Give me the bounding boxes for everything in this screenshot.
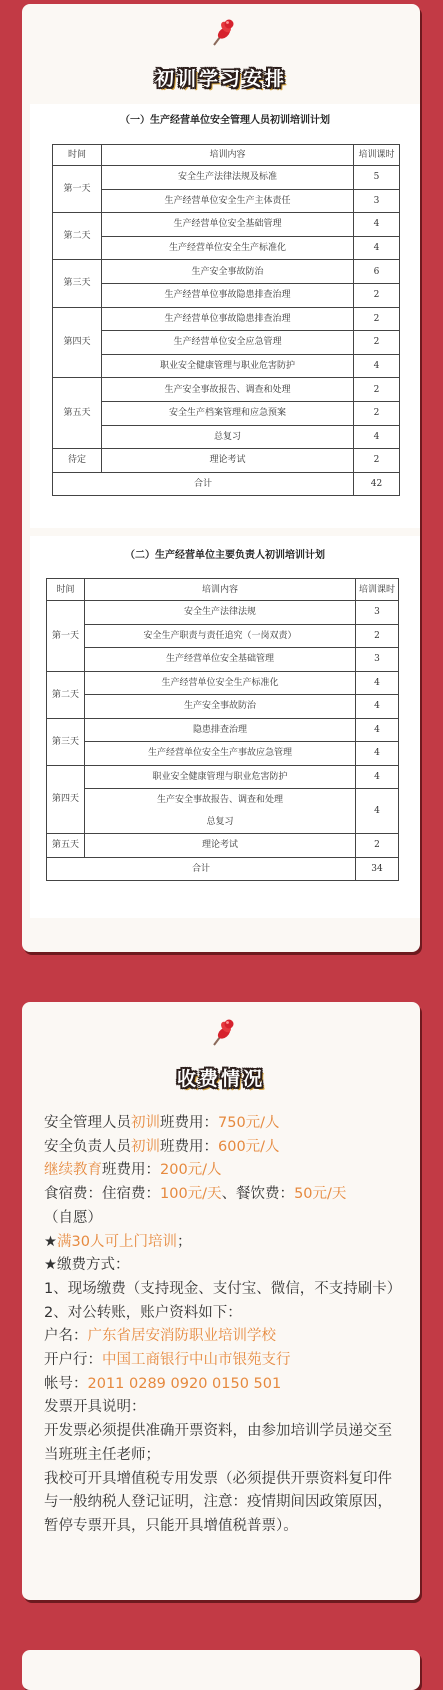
column-header: 培训内容 [85, 579, 356, 601]
day-cell: 第三天 [53, 260, 102, 307]
fee-text: 发票开具说明： [44, 1399, 146, 1416]
plan1-document [30, 104, 420, 528]
day-cell: 第三天 [47, 718, 85, 765]
hours-cell: 4 [354, 354, 400, 378]
hours-cell: 3 [354, 189, 400, 213]
hours-cell: 4 [354, 236, 400, 260]
content-text: 安全生产法律法规及标准 [177, 172, 277, 183]
table-row [53, 260, 400, 284]
hours-cell: 5 [354, 166, 400, 190]
table-header-row [47, 579, 399, 601]
content-text: 安全生产档案管理和应急预案 [168, 408, 286, 419]
day-cell: 第一天 [53, 166, 102, 213]
content-cell [85, 671, 356, 695]
fee-line [44, 1420, 404, 1467]
fee-line [44, 1302, 404, 1326]
content-cell [102, 354, 354, 378]
plan1-title: （一）生产经营单位安全管理人员初训培训计划 [120, 115, 330, 126]
content-text: 生产经营单位安全基础管理 [165, 654, 274, 665]
table-row [53, 331, 400, 355]
fee-text: 安全负责人员 [44, 1138, 131, 1155]
hours-cell: 4 [356, 695, 399, 719]
day-cell: 第一天 [47, 601, 85, 672]
fee-text: ★ [44, 1233, 57, 1250]
table-row [53, 283, 400, 307]
content-text: 生产经营单位安全基础管理 [173, 219, 282, 230]
total-label: 合计 [47, 857, 356, 881]
content-text: 生产安全事故防治 [183, 701, 256, 712]
content-line: 总复习 [206, 817, 234, 827]
hours-cell: 4 [354, 213, 400, 237]
pushpin-icon [205, 18, 237, 52]
content-text: 生产安全事故防治 [191, 266, 264, 277]
fee-line [44, 1396, 404, 1420]
fees-text [44, 1112, 404, 1539]
day-cell: 第四天 [47, 765, 85, 834]
table-row [47, 718, 399, 742]
fee-line [44, 1468, 404, 1539]
highlight-text: 50元/天 [294, 1186, 347, 1203]
fee-text: 班费用： [160, 1115, 218, 1131]
highlight-text: 初训 [131, 1115, 160, 1131]
highlight-text: 继续教育 [44, 1162, 102, 1179]
highlight-text: 100元/天 [160, 1186, 222, 1203]
content-cell [102, 166, 354, 190]
content-cell [85, 648, 356, 672]
highlight-text: 2011 0289 0920 0150 501 [87, 1375, 282, 1392]
content-cell [102, 331, 354, 355]
fee-text: 安全管理人员 [44, 1115, 131, 1131]
content-cell [102, 425, 354, 449]
content-cell [85, 624, 356, 648]
fee-text: ； [176, 1233, 192, 1250]
fee-text: 1、现场缴费（支持现金、支付宝、微信，不支持刷卡） [44, 1280, 402, 1297]
content-cell [85, 789, 356, 834]
fee-line [44, 1112, 404, 1136]
day-cell: 第五天 [53, 378, 102, 449]
section-title-schedule: 初训学习安排 [154, 68, 287, 90]
fee-line [44, 1231, 404, 1255]
hours-cell: 2 [354, 331, 400, 355]
content-cell [102, 213, 354, 237]
next-card [22, 1650, 420, 1690]
highlight-text: 600元/人 [218, 1138, 280, 1155]
hours-cell: 3 [356, 648, 399, 672]
content-text: 生产经营单位事故隐患排查治理 [164, 313, 291, 324]
content-cell [102, 378, 354, 402]
content-text: 职业安全健康管理与职业危害防护 [152, 771, 288, 782]
content-text: 生产经营单位安全生产标准化 [161, 677, 279, 688]
table-row [53, 378, 400, 402]
content-text: 生产经营单位事故隐患排查治理 [164, 290, 291, 301]
highlight-text: 200元/人 [160, 1162, 222, 1179]
day-cell: 第四天 [53, 307, 102, 378]
content-cell [102, 189, 354, 213]
highlight-text: 满30人可上门培训 [57, 1233, 177, 1250]
content-text: 生产经营单位安全生产标准化 [168, 243, 286, 254]
hours-cell: 2 [354, 307, 400, 331]
fees-card [22, 1002, 420, 1600]
content-cell [85, 834, 356, 858]
hours-cell: 2 [354, 283, 400, 307]
table-row [47, 624, 399, 648]
content-text: 生产安全事故报告、调查和处理 [164, 384, 291, 395]
fee-line [44, 1278, 404, 1302]
table-row [47, 671, 399, 695]
fee-line [44, 1325, 404, 1349]
content-text: 理论考试 [209, 455, 246, 466]
content-cell [102, 401, 354, 425]
fee-text: ★缴费方式： [44, 1257, 130, 1274]
fee-text: 食宿费：住宿费： [44, 1186, 160, 1203]
hours-cell: 2 [354, 378, 400, 402]
day-cell: 第二天 [53, 213, 102, 260]
content-text: 生产经营单位安全应急管理 [173, 337, 282, 348]
hours-cell: 4 [356, 789, 399, 834]
total-hours: 34 [356, 857, 399, 881]
content-cell [102, 283, 354, 307]
plan2-table [46, 578, 399, 881]
content-cell [85, 718, 356, 742]
hours-cell: 4 [356, 718, 399, 742]
column-header: 培训课时 [356, 579, 399, 601]
table-row [53, 401, 400, 425]
table-row [47, 765, 399, 789]
fee-text: 帐号： [44, 1375, 88, 1392]
content-cell [102, 449, 354, 473]
fee-text: （自愿） [44, 1209, 102, 1226]
day-cell: 待定 [53, 449, 102, 473]
total-row [53, 472, 400, 496]
plan2-document [30, 536, 420, 918]
content-text: 生产经营单位安全生产主体责任 [164, 195, 291, 206]
hours-cell: 2 [356, 834, 399, 858]
content-cell [85, 742, 356, 766]
table-row [47, 695, 399, 719]
table-row [53, 449, 400, 473]
content-cell [102, 260, 354, 284]
hours-cell: 2 [356, 624, 399, 648]
table-row [47, 789, 399, 834]
hours-cell: 6 [354, 260, 400, 284]
table-row [47, 742, 399, 766]
table-row [53, 425, 400, 449]
hours-cell: 4 [354, 425, 400, 449]
fee-text: 2、对公转账，账户资料如下： [44, 1304, 242, 1321]
content-text: 生产经营单位安全生产事故应急管理 [147, 748, 292, 759]
hours-cell: 4 [356, 742, 399, 766]
content-cell [85, 601, 356, 625]
column-header: 时间 [47, 579, 85, 601]
content-text: 安全生产法律法规 [183, 607, 256, 618]
table-row [53, 166, 400, 190]
fee-text: 班费用： [102, 1162, 160, 1179]
content-cell [102, 307, 354, 331]
hours-cell: 3 [356, 601, 399, 625]
table-row [53, 213, 400, 237]
day-cell: 第二天 [47, 671, 85, 718]
hours-cell: 2 [354, 449, 400, 473]
fee-text: 班费用： [160, 1138, 218, 1155]
content-cell [85, 765, 356, 789]
fee-line [44, 1183, 404, 1230]
fee-line [44, 1373, 404, 1397]
content-text: 总复习 [213, 431, 241, 442]
table-row [47, 601, 399, 625]
content-cell [85, 695, 356, 719]
table-row [53, 354, 400, 378]
table-row [47, 648, 399, 672]
fee-line [44, 1349, 404, 1373]
fee-text: 开发票必须提供准确开票资料，由参加培训学员递交至当班班主任老师； [44, 1423, 392, 1463]
content-cell [102, 236, 354, 260]
plan2-title: （二）生产经营单位主要负责人初训培训计划 [125, 550, 325, 561]
fee-text: 我校可开具增值税专用发票（必须提供开票资料复印件与一般纳税人登记证明，注意：疫情期间因政策原因，暂停专票开具，只能开具增值税普票）。 [44, 1470, 392, 1534]
column-header: 时间 [53, 145, 102, 166]
pushpin-icon [205, 1018, 237, 1052]
fee-text: 开户行： [44, 1352, 102, 1369]
highlight-text: 中国工商银行中山市银苑支行 [102, 1352, 291, 1369]
column-header: 培训内容 [102, 145, 354, 166]
table-row [53, 307, 400, 331]
table-row [53, 236, 400, 260]
column-header: 培训课时 [354, 145, 400, 166]
content-line: 生产安全事故报告、调查和处理 [156, 795, 283, 805]
content-text: 安全生产职责与责任追究（一岗双责） [143, 630, 297, 641]
day-cell: 第五天 [47, 834, 85, 858]
fee-line [44, 1254, 404, 1278]
hours-cell: 4 [356, 765, 399, 789]
highlight-text: 初训 [131, 1138, 160, 1155]
hours-cell: 4 [356, 671, 399, 695]
content-text: 职业安全健康管理与职业危害防护 [159, 361, 295, 372]
section-title-fees: 收费情况 [176, 1068, 265, 1090]
content-text: 隐患排查治理 [192, 724, 247, 735]
total-hours: 42 [354, 472, 400, 496]
table-header-row [53, 145, 400, 166]
highlight-text: 广东省居安消防职业培训学校 [87, 1328, 276, 1345]
fee-text: 、餐饮费： [221, 1186, 295, 1203]
highlight-text: 750元/人 [218, 1115, 280, 1131]
plan1-table [52, 144, 400, 496]
fee-line [44, 1159, 404, 1183]
fee-line [44, 1136, 404, 1160]
total-label: 合计 [53, 472, 354, 496]
hours-cell: 2 [354, 401, 400, 425]
schedule-card [22, 4, 420, 952]
table-row [47, 834, 399, 858]
table-row [53, 189, 400, 213]
total-row [47, 857, 399, 881]
content-text: 理论考试 [201, 840, 238, 851]
fee-text: 户名： [44, 1328, 88, 1345]
